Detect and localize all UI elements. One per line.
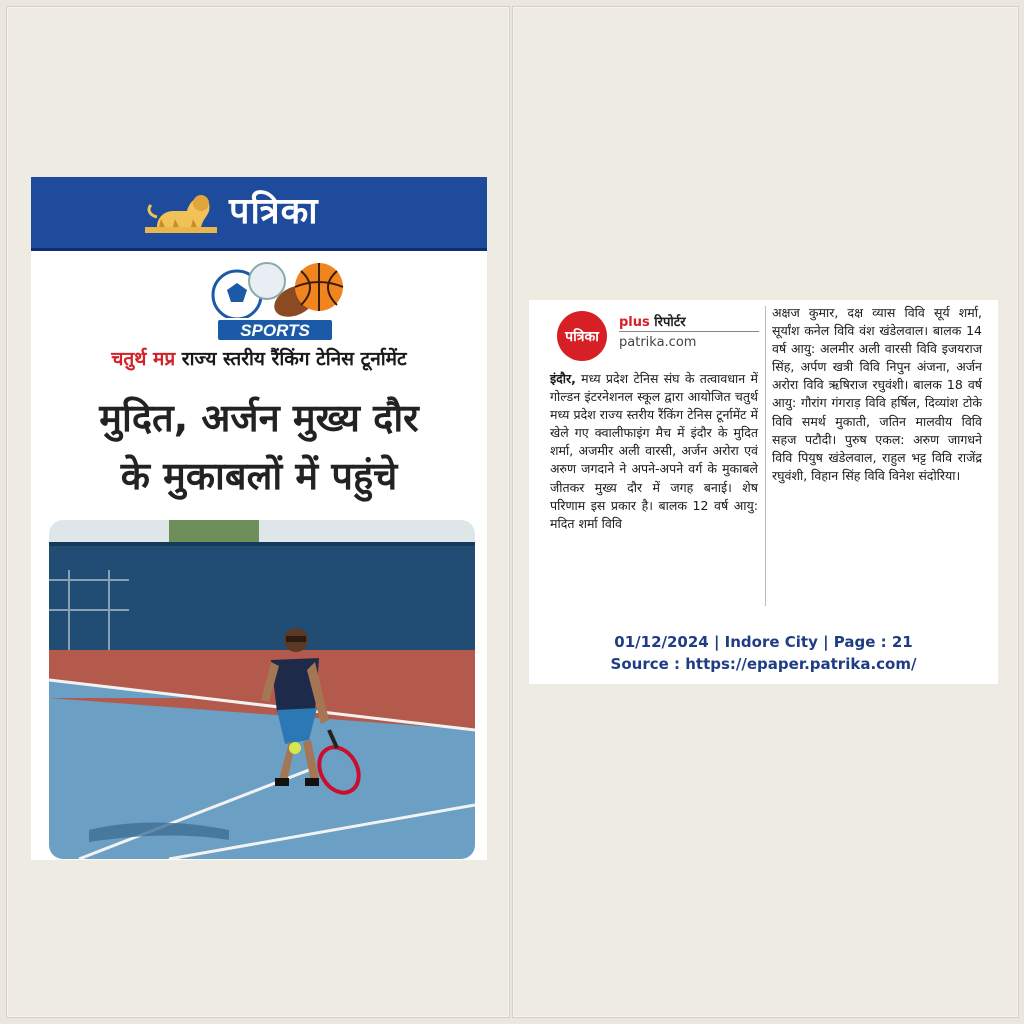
- byline-divider: [619, 331, 759, 332]
- column-divider: [765, 306, 766, 606]
- headline: [31, 389, 487, 505]
- source-link[interactable]: Source : https://epaper.patrika.com/: [610, 655, 917, 673]
- headline-line-1: मुदित, अर्जन मुख्य दौर: [99, 396, 419, 440]
- dateline: इंदौर,: [550, 371, 576, 386]
- article-text-2: अक्षज कुमार, दक्ष व्यास विवि सूर्य शर्मा, सूर्यांश कनेल विवि वंश खंडेलवाल। बालक 14 वर्ष आयु: अलमीर अली वारसी विवि इजयराज सिंह, अर्पण खत्री विवि निपुन अंजना, अर्जन अरोरा विवि ऋषिराज रघुवंशी। बालक 18 वर्ष आयु: गौरांग गंगराड़ विवि हर्षिल, दिव्यांश टोके विवि समर्थ मुकाती, जतिन मालवीय विवि सहज पटौदी। पुरुष एकल: अरुण जागधने विवि पियुष खंडेलवाल, राहुल भट्ट विवि राजेंद्र रघुवंशी, विहान सिंह विवि विनेश संदोरिया।: [772, 305, 982, 483]
- edition-info: 01/12/2024 | Indore City | Page : 21: [614, 633, 913, 651]
- masthead-title: पत्रिका: [229, 191, 319, 232]
- headline-line-2: के मुकाबलों में पहुंचे: [120, 454, 398, 498]
- kicker: [31, 345, 487, 371]
- reporter-text: रिपोर्टर: [649, 315, 686, 330]
- article-clipping: [529, 300, 998, 684]
- lion-emblem-icon: [143, 187, 219, 237]
- article-column-2: [772, 304, 982, 485]
- article-text-1: मध्य प्रदेश टेनिस संघ के तत्वावधान में गोल्डन इंटरनेशनल स्कूल द्वारा आयोजित चतुर्थ मध्य प्रदेश राज्य स्तरीय रैंकिंग टेनिस टूर्नामेंट में खेले गए क्वालीफाइंग मैच में इंदौर के मुदित शर्मा, अजमीर अली वारसी, अर्जन अरोरा एवं अरुण जगदाने ने अपने-अपने वर्ग के मुकाबले जीतकर मुख्य दौर में जगह बनाई। शेष परिणाम इस प्रकार है। बालक 12 वर्ष आयु: मदित शर्मा विवि: [550, 371, 758, 531]
- sports-badge-label: SPORTS: [240, 321, 310, 340]
- kicker-text: राज्य स्तरीय रैंकिंग टेनिस टूर्नामेंट: [175, 348, 407, 370]
- sports-badge: [203, 257, 347, 343]
- site-name: patrika.com: [619, 335, 697, 350]
- masthead: [31, 177, 487, 251]
- article-column-1: [550, 370, 758, 533]
- patrika-logo: पत्रिका: [557, 311, 607, 361]
- kicker-highlight: चतुर्थ मप्र: [111, 348, 176, 370]
- tennis-player-photo: [49, 520, 475, 859]
- plus-badge: plus: [619, 315, 650, 330]
- reporter-label: [619, 312, 686, 330]
- headline-clipping: [31, 177, 487, 860]
